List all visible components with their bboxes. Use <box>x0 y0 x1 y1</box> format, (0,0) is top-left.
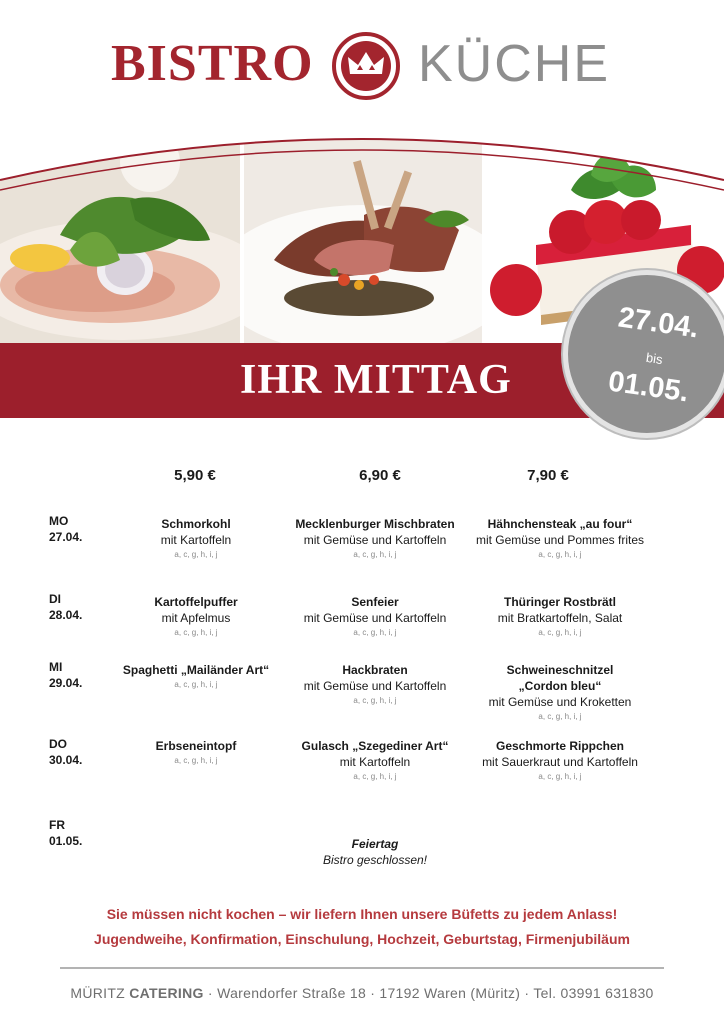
dish-name: Schmorkohl <box>161 517 231 531</box>
footer-brand-bold: CATERING <box>129 985 204 1001</box>
allergen-codes: a, c, g, h, i, j <box>538 550 582 559</box>
dish-side: mit Sauerkraut und Kartoffeln <box>482 755 638 769</box>
day-label-fr <box>49 817 82 849</box>
allergen-codes: a, c, g, h, i, j <box>353 628 397 637</box>
day-abbr: MO <box>49 514 69 528</box>
dish-side: mit Gemüse und Kroketten <box>488 695 632 709</box>
day-abbr: MI <box>49 660 63 674</box>
dish-name: Erbseneintopf <box>155 739 237 753</box>
logo-text-kueche: KÜCHE <box>418 35 611 93</box>
day-date: 27.04. <box>49 530 83 544</box>
day-label-do <box>49 736 82 768</box>
dish-name: Mecklenburger Mischbraten <box>295 517 455 531</box>
promo-line-2: Jugendweihe, Konfirmation, Einschulung, Hochzeit, Geburtstag, Firmenjubiläum <box>94 931 630 947</box>
date-to: 01.05. <box>606 365 691 409</box>
day-label-mi <box>49 659 82 691</box>
day-abbr: DO <box>49 737 67 751</box>
day-abbr: DI <box>49 592 61 606</box>
day-abbr: FR <box>49 818 65 832</box>
holiday-note: Bistro geschlossen! <box>322 853 428 867</box>
allergen-codes: a, c, g, h, i, j <box>353 772 397 781</box>
price-column-3: 7,90 € <box>527 467 569 484</box>
page-title: IHR MITTAG <box>240 357 512 403</box>
dish-name: Hähnchensteak „au four“ <box>487 517 633 531</box>
date-range-badge <box>563 270 724 438</box>
holiday-notice <box>270 836 480 868</box>
dish-name: „Cordon bleu“ <box>518 679 602 693</box>
allergen-codes: a, c, g, h, i, j <box>174 628 218 637</box>
menu-cell <box>445 738 675 783</box>
dish-side: mit Apfelmus <box>161 611 231 625</box>
dish-side: mit Gemüse und Pommes frites <box>475 533 645 547</box>
allergen-codes: a, c, g, h, i, j <box>174 756 218 765</box>
allergen-codes: a, c, g, h, i, j <box>538 712 582 721</box>
allergen-codes: a, c, g, h, i, j <box>353 550 397 559</box>
decorative-arc <box>0 118 724 198</box>
menu-cell <box>445 516 675 561</box>
allergen-codes: a, c, g, h, i, j <box>174 680 218 689</box>
dish-name: Spaghetti „Mailänder Art“ <box>122 663 270 677</box>
day-label-di <box>49 591 82 623</box>
allergen-codes: a, c, g, h, i, j <box>538 628 582 637</box>
date-connector: bis <box>645 349 664 368</box>
dish-name: Schweineschnitzel <box>506 663 614 677</box>
holiday-title: Feiertag <box>351 837 399 851</box>
dish-side: mit Kartoffeln <box>339 755 411 769</box>
menu-cell <box>445 662 675 723</box>
allergen-codes: a, c, g, h, i, j <box>174 550 218 559</box>
dish-side: mit Gemüse und Kartoffeln <box>303 679 447 693</box>
dish-name: Kartoffelpuffer <box>154 595 238 609</box>
day-date: 01.05. <box>49 834 83 848</box>
dish-name: Geschmorte Rippchen <box>495 739 625 753</box>
dish-side: mit Kartoffeln <box>160 533 232 547</box>
price-column-1: 5,90 € <box>174 467 216 484</box>
day-label-mo <box>49 513 82 545</box>
allergen-codes: a, c, g, h, i, j <box>353 696 397 705</box>
day-date: 30.04. <box>49 753 83 767</box>
footer-divider <box>60 967 664 969</box>
promo-line-1: Sie müssen nicht kochen – wir liefern Ihnen unsere Büfetts zu jedem Anlass! <box>106 906 618 922</box>
logo-text-bistro: BISTRO <box>111 35 314 92</box>
dish-side: mit Gemüse und Kartoffeln <box>303 533 447 547</box>
dish-name: Gulasch „Szegediner Art“ <box>301 739 449 753</box>
dish-name: Hackbraten <box>342 663 408 677</box>
dish-name: Thüringer Rostbrätl <box>503 595 616 609</box>
allergen-codes: a, c, g, h, i, j <box>538 772 582 781</box>
footer-brand-light: MÜRITZ <box>70 985 126 1001</box>
dish-side: mit Gemüse und Kartoffeln <box>303 611 447 625</box>
logo <box>0 30 724 102</box>
day-date: 29.04. <box>49 676 83 690</box>
price-column-2: 6,90 € <box>359 467 401 484</box>
date-from: 27.04. <box>616 301 701 345</box>
menu-cell <box>445 594 675 639</box>
dish-side: mit Bratkartoffeln, Salat <box>497 611 623 625</box>
footer-address: · Warendorfer Straße 18 · 17192 Waren (Müritz) · Tel. 03991 631830 <box>203 985 654 1001</box>
dish-name: Senfeier <box>351 595 399 609</box>
day-date: 28.04. <box>49 608 83 622</box>
crown-icon <box>330 30 402 102</box>
footer-contact <box>0 985 724 1001</box>
